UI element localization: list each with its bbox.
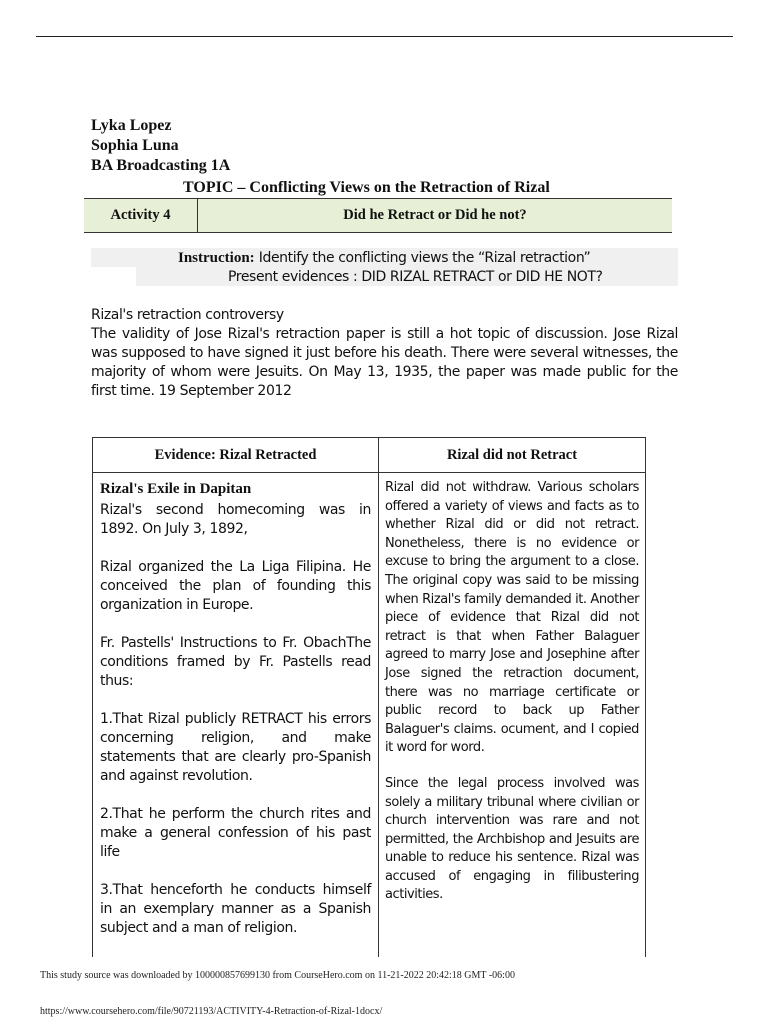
controversy-title: Rizal's retraction controversy: [91, 307, 284, 323]
instruction-label: Instruction:: [178, 250, 255, 266]
evidence-table-header: [93, 438, 645, 473]
controversy-body: The validity of Jose Rizal's retraction paper is still a hot topic of discussion. Jose Rizal was supposed to have signed it just before his death. There were several witnesses, the majority of whom were Jesuits. On May 13, 1935, the paper was made public for the first time. 19 September 2012: [91, 326, 678, 399]
download-source-note: This study source was downloaded by 100000857699130 from CourseHero.com on 11-21-2022 20:42:18 GMT -06:00: [40, 970, 515, 981]
activity-label: Activity 4: [84, 199, 198, 232]
retracted-paragraph: 2.That he perform the church rites and make a general confession of his past life: [100, 806, 371, 860]
retracted-paragraph: Fr. Pastells' Instructions to Fr. ObachThe conditions framed by Fr. Pastells read thus:: [100, 635, 371, 689]
header-rizal-retracted: Evidence: Rizal Retracted: [93, 438, 379, 472]
evidence-table: [92, 437, 646, 957]
evidence-table-body: [93, 473, 645, 957]
instruction-text: Identify the conflicting views the “Rizal retraction”: [254, 250, 591, 266]
retracted-paragraph: 1.That Rizal publicly RETRACT his errors concerning religion, and make statements that are clearly pro-Spanish and against revolution.: [100, 711, 371, 784]
not-retracted-paragraph: Rizal did not withdraw. Various scholars offered a variety of views and facts as to whether Rizal did or did not retract. Nonetheless, there is no evidence or excuse to bring the argument to a close. The original copy was said to be missing when Rizal's family demanded it. Another piece of evidence that Rizal did not retract is that when Father Balaguer agreed to marry Jose and Josephine after Jose signed the retraction document, there was no marriage certificate or public record to back up Father Balaguer's claims. ocument, and I copied it word for word.: [385, 480, 639, 756]
retracted-column: [93, 473, 379, 957]
course-section: BA Broadcasting 1A: [91, 157, 231, 174]
header-rizal-did-not-retract: Rizal did not Retract: [446, 446, 578, 463]
retracted-paragraph: Rizal's second homecoming was in 1892. On July 3, 1892,: [100, 502, 371, 537]
author-block: [91, 116, 230, 176]
topic-title: TOPIC – Conflicting Views on the Retraction of Rizal: [183, 179, 550, 196]
retracted-paragraph: 3.That henceforth he conducts himself in an exemplary manner as a Spanish subject and a man of religion.: [100, 882, 371, 936]
retracted-paragraph: Rizal organized the La Liga Filipina. He conceived the plan of founding this organization in Europe.: [100, 559, 371, 613]
exile-heading: Rizal's Exile in Dapitan: [100, 481, 252, 497]
top-divider: [36, 36, 733, 37]
instruction-line-2: Present evidences : DID RIZAL RETRACT or DID HE NOT?: [228, 269, 603, 285]
author-name-1: Lyka Lopez: [91, 117, 172, 134]
activity-question: Did he Retract or Did he not?: [198, 199, 672, 232]
source-url[interactable]: https://www.coursehero.com/file/90721193/ACTIVITY-4-Retraction-of-Rizal-1docx/: [40, 1006, 383, 1017]
not-retracted-column: [379, 473, 645, 957]
activity-table: [84, 198, 672, 233]
author-name-2: Sophia Luna: [91, 137, 179, 154]
not-retracted-paragraph: Since the legal process involved was solely a military tribunal where civilian or church intervention was rare and not permitted, the Archbishop and Jesuits are unable to reduce his sentence. Rizal was accused of engaging in filibustering activities.: [385, 775, 639, 903]
instruction-line-1: [178, 250, 590, 267]
